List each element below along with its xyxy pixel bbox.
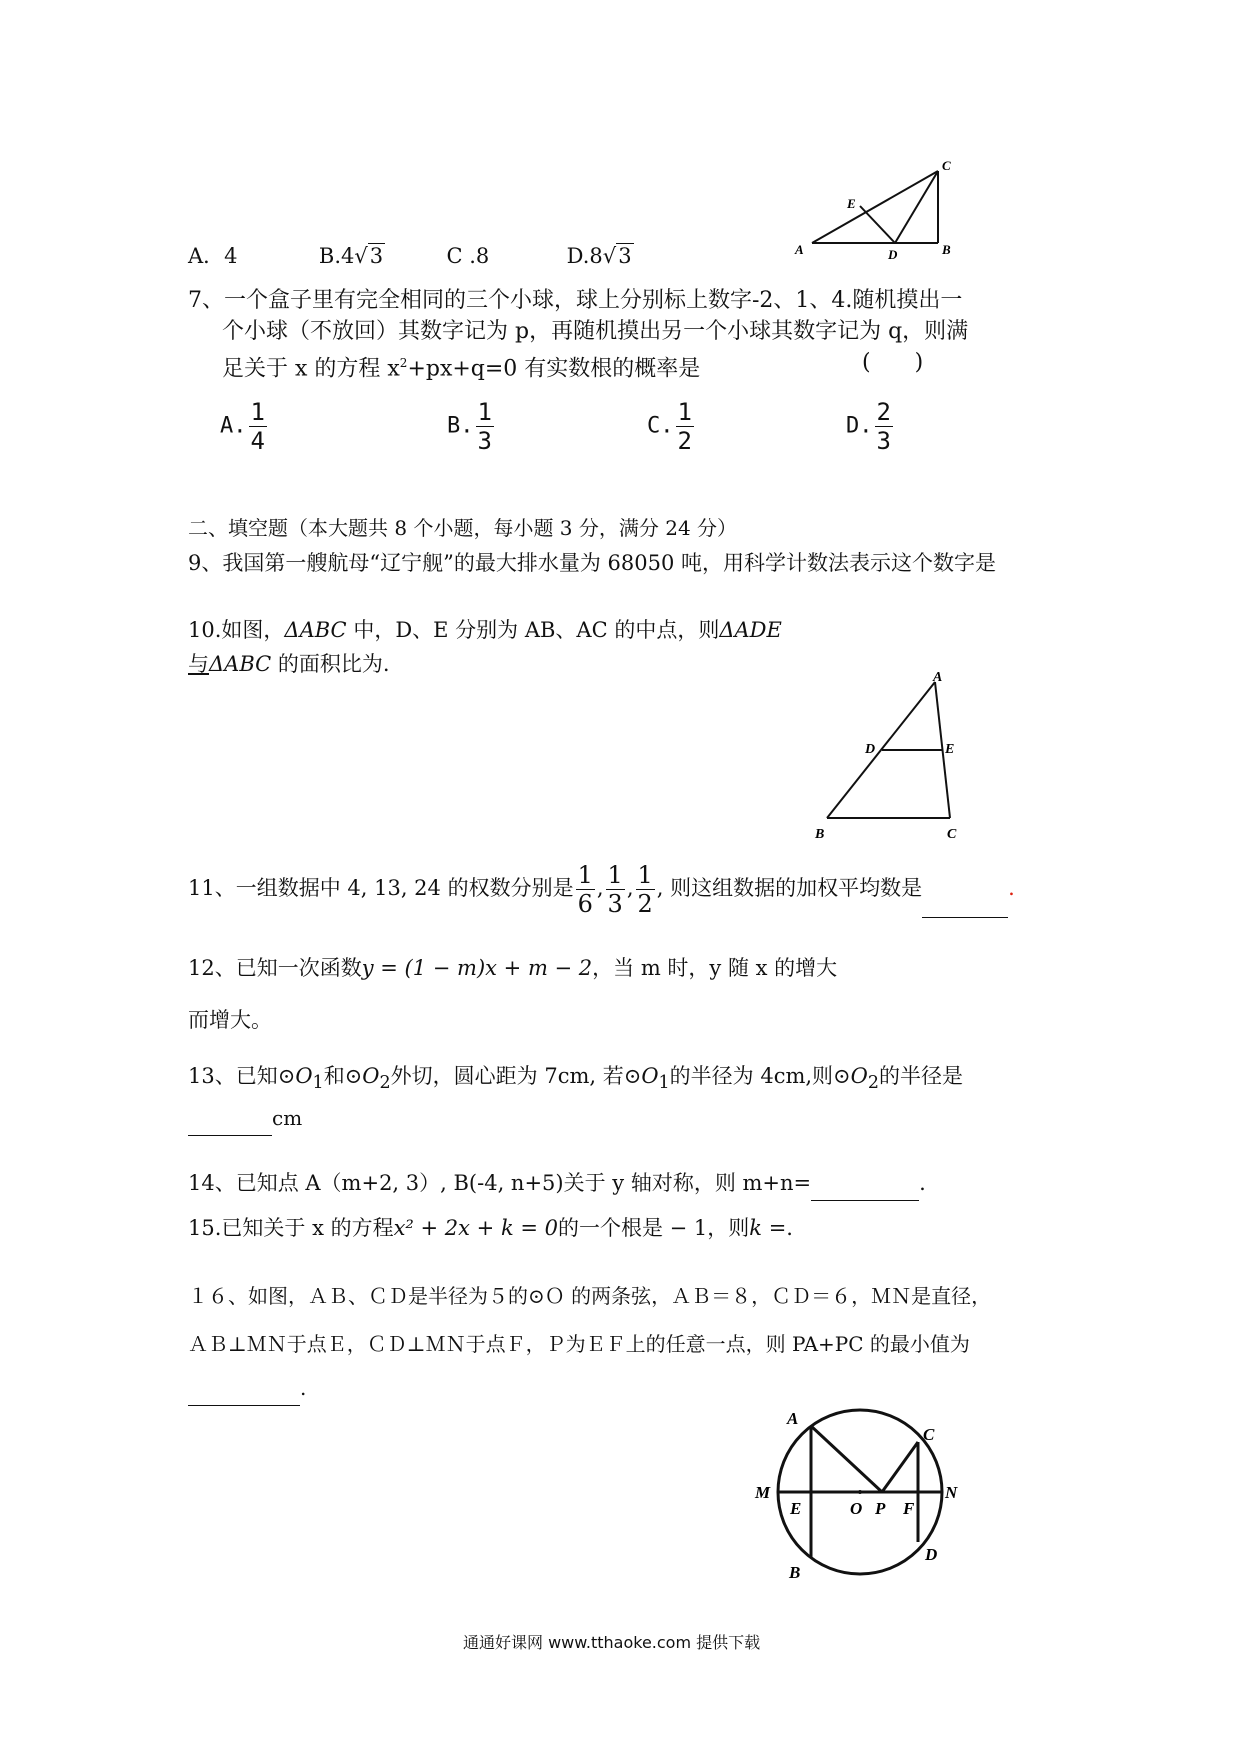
q16-label-p: P — [875, 1499, 886, 1518]
q6-option-d: D.8√3 — [566, 244, 632, 268]
q6-label-c: C — [942, 158, 951, 173]
q6-label-b: B — [942, 242, 951, 257]
q10-line2: 与ΔABC 的面积比为. — [188, 652, 390, 676]
q10-line1: 10.如图，ΔABC 中，D、E 分别为 AB、AC 的中点，则ΔADE — [188, 618, 782, 642]
q13-line1: 13、已知$⊙O_1$和$⊙O_2$外切，圆心距为 7cm, 若$⊙O_1$的半径为 4cm,则$⊙O_2$的半径是 — [188, 1064, 964, 1094]
q11-frac-1: $\frac{1}{6}$ — [577, 861, 593, 918]
q6-options — [188, 240, 634, 270]
q6-option-b: B.4√3 — [318, 244, 384, 268]
q14-line: 14、已知点 A（m+2, 3）, B(-4, n+5)关于 y 轴对称，则 m+n= . — [188, 1165, 926, 1201]
q11-line: 11、一组数据中 4, 13, 24 的权数分别是 $\frac{1}{6}$ , $\frac{1}{3}$ , $\frac{1}{2}$ , 则这组数据的加权平均数是 . — [188, 861, 1015, 918]
q10-label-b: B — [815, 827, 825, 842]
q6-option-c: C .8 — [446, 244, 490, 268]
q9-text: 9、我国第一艘航母“辽宁舰”的最大排水量为 68050 吨，用科学计数法表示这个数字是 — [188, 551, 996, 575]
q6-figure — [790, 158, 970, 262]
q6-segment-cd — [895, 171, 938, 243]
q7-line2: 个小球（不放回）其数字记为 p，再随机摸出另一个小球其数字记为 q，则满 — [222, 319, 969, 344]
page-footer: 通通好课网 www.tthaoke.com 提供下载 — [463, 1633, 761, 1652]
q16-line2: ＡＢ⊥ＭＮ于点Ｅ，ＣＤ⊥ＭＮ于点Ｆ，Ｐ为ＥＦ上的任意一点，则 PA+PC 的最小值为 — [188, 1332, 970, 1356]
q11-answer-blank — [922, 893, 1008, 918]
q10-label-d: D — [865, 742, 876, 757]
q6-label-a: A — [795, 242, 804, 257]
section-heading-fill-in: 二、填空题（本大题共 8 个小题，每小题 3 分，满分 24 分） — [188, 516, 738, 540]
q12-line2: 而增大。 — [188, 1008, 272, 1032]
q16-segment-pc — [882, 1442, 918, 1492]
q16-label-e: E — [790, 1499, 802, 1518]
q12-line1: 12、已知一次函数y = (1 − m)x + m − 2，当 m 时，y 随 x 的增大 — [188, 956, 838, 980]
q16-label-b: B — [789, 1563, 801, 1582]
q7-option-d: D. $\frac{2}{3}$ — [846, 398, 891, 455]
q14-answer-blank — [811, 1178, 919, 1201]
q6-label-d: D — [888, 247, 898, 262]
q6-segment-ac — [812, 171, 938, 243]
q16-segment-pa — [811, 1426, 882, 1492]
q16-center-dot — [858, 1490, 862, 1494]
q6-option-a: A．4 — [188, 244, 238, 268]
q16-label-n: N — [945, 1483, 958, 1502]
q11-frac-2: $\frac{1}{3}$ — [607, 861, 623, 918]
q16-line3: . — [188, 1370, 306, 1406]
q16-figure — [745, 1400, 965, 1590]
q10-label-c: C — [947, 827, 957, 842]
q7-line3: 足关于 x 的方程 $x^2+px+q=0$ 有实数根的概率是 — [222, 356, 701, 382]
q10-figure — [805, 670, 975, 845]
q10-label-a: A — [933, 670, 943, 685]
q16-line1: １６、如图，ＡＢ、ＣＤ是半径为５的⊙Ｏ 的两条弦，ＡＢ＝８，ＣＤ＝６，ＭＮ是直径， — [188, 1284, 992, 1308]
q7-option-c: C. $\frac{1}{2}$ — [647, 398, 692, 455]
q16-label-c: C — [923, 1425, 935, 1444]
q6-segment-ed — [860, 206, 895, 243]
q13-answer-blank — [188, 1113, 272, 1136]
q15-line: 15.已知关于 x 的方程x² + 2x + k = 0的一个根是 − 1，则k =. — [188, 1216, 793, 1240]
q16-label-m: M — [755, 1483, 771, 1502]
q7-option-b: B. $\frac{1}{3}$ — [447, 398, 492, 455]
q16-label-d: D — [925, 1545, 938, 1564]
q7-line1: 7、一个盒子里有完全相同的三个小球，球上分别标上数字-2、1、4.随机摸出一 — [188, 288, 963, 313]
q6-label-e: E — [847, 196, 856, 211]
q15-formula: x² + 2x + k = 0 — [393, 1216, 558, 1240]
q16-answer-blank — [188, 1383, 300, 1406]
q16-label-o: O — [850, 1499, 863, 1518]
q13-line2: cm — [188, 1100, 302, 1136]
q7-answer-paren: ( ) — [862, 350, 924, 375]
q11-frac-3: $\frac{1}{2}$ — [637, 861, 653, 918]
q7-option-a: A. $\frac{1}{4}$ — [220, 398, 265, 455]
q10-label-e: E — [945, 742, 955, 757]
q12-formula: y = (1 − m)x + m − 2 — [361, 956, 593, 980]
q16-label-a: A — [787, 1409, 799, 1428]
q16-label-f: F — [903, 1499, 915, 1518]
